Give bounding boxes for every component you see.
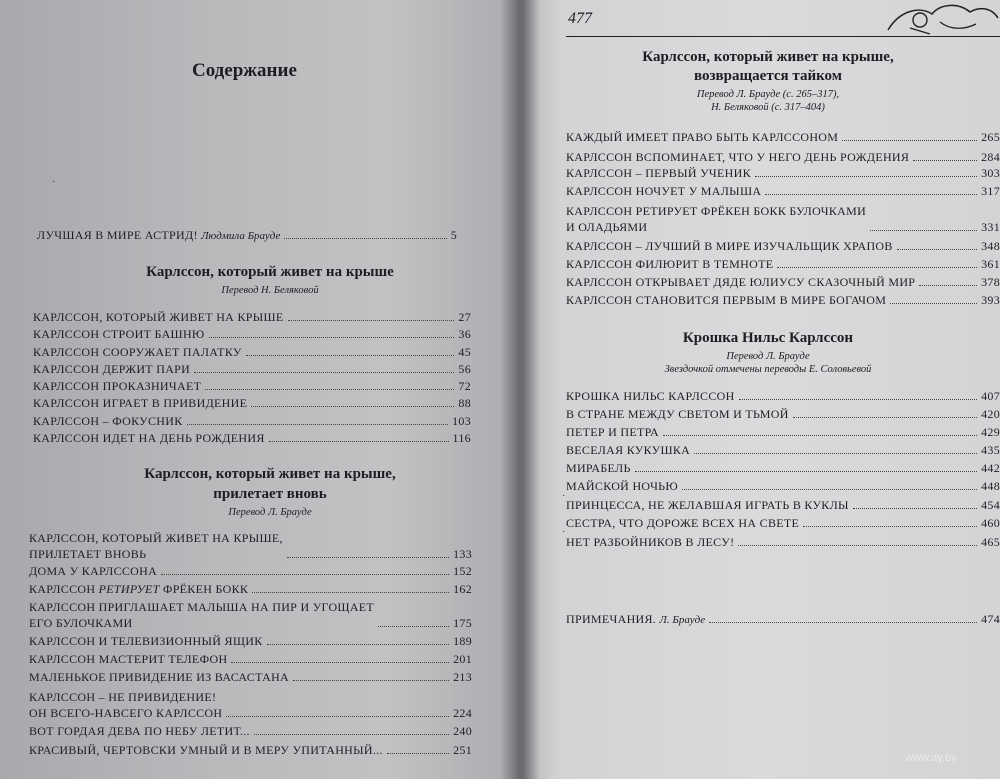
toc-entry[interactable] — [566, 459, 1000, 476]
toc-entry[interactable] — [566, 148, 1000, 165]
entry-title: ВЕСЕЛАЯ КУКУШКА — [566, 443, 691, 457]
header-rule — [566, 36, 1000, 37]
entry-page: 393 — [981, 293, 1000, 307]
entry-title: КАРЛССОН, КОТОРЫЙ ЖИВЕТ НА КРЫШЕ — [33, 310, 284, 324]
section-translator: Перевод Н. Беляковой — [221, 285, 319, 296]
entry-title: КРОШКА НИЛЬС КАРЛССОН — [566, 389, 735, 403]
entry-page: 448 — [981, 479, 1000, 493]
section-translator: Перевод Л. Брауде — [228, 507, 312, 518]
leader-dots — [755, 176, 977, 177]
toc-entry[interactable] — [566, 164, 1000, 181]
toc-entry-notes[interactable] — [566, 610, 1000, 627]
entry-title: КАРЛССОН НОЧУЕТ У МАЛЫША — [566, 184, 762, 198]
leader-dots — [842, 140, 977, 141]
leader-dots — [252, 592, 449, 593]
leader-dots — [284, 238, 446, 239]
entry-page: 27 — [458, 310, 471, 324]
toc-entry[interactable] — [29, 722, 472, 739]
toc-entry[interactable] — [566, 128, 1000, 145]
toc-entry[interactable] — [566, 291, 1000, 308]
entry-page: 189 — [453, 634, 472, 648]
toc-entry[interactable] — [29, 632, 472, 649]
entry-page: 265 — [981, 130, 1000, 144]
leader-dots — [897, 249, 977, 250]
entry-title: КАРЛССОН РЕТИРУЕТ ФРЁКЕН БОКК — [29, 582, 249, 596]
entry-page: 435 — [981, 443, 1000, 457]
leader-dots — [919, 285, 977, 286]
leader-dots — [793, 417, 977, 418]
entry-title: КАРЛССОН СТАНОВИТСЯ ПЕРВЫМ В МИРЕ БОГАЧОМ — [566, 293, 887, 307]
section-note: Звездочкой отмечены переводы Е. Соловьевой — [664, 364, 872, 375]
entry-title: КАРЛССОН ИГРАЕТ В ПРИВИДЕНИЕ — [33, 396, 248, 410]
toc-entry[interactable] — [29, 529, 472, 562]
leader-dots — [251, 406, 454, 407]
entry-title: КАРЛССОН СООРУЖАЕТ ПАЛАТКУ — [33, 345, 242, 359]
leader-dots — [267, 644, 450, 645]
leader-dots — [187, 424, 449, 425]
leader-dots — [870, 230, 977, 231]
entry-page: 303 — [981, 166, 1000, 180]
entry-title: КАРЛССОН РЕТИРУЕТ ФРЁКЕН БОКК БУЛОЧКАМИ — [566, 204, 867, 218]
leader-dots — [765, 194, 977, 195]
leader-dots — [288, 320, 455, 321]
section-translator: Перевод Л. Брауде — [726, 351, 810, 362]
leader-dots — [378, 626, 449, 627]
entry-title: ПЕТЕР И ПЕТРА — [566, 425, 660, 439]
entry-page: 162 — [453, 582, 472, 596]
book-gutter — [500, 0, 540, 779]
leader-dots — [209, 337, 455, 338]
entry-page: 201 — [453, 652, 472, 666]
toc-entry[interactable] — [29, 741, 472, 758]
leader-dots — [709, 622, 977, 623]
entry-title: ЕГО БУЛОЧКАМИ — [29, 616, 133, 630]
entry-title: КАРЛССОН ДЕРЖИТ ПАРИ — [33, 362, 191, 376]
entry-page: 361 — [981, 257, 1000, 271]
entry-page: 284 — [981, 150, 1000, 164]
entry-title: ПРИМЕЧАНИЯ. Л. Брауде — [566, 612, 706, 626]
header-illustration — [880, 0, 1000, 36]
entry-title: КАРЛССОН СТРОИТ БАШНЮ — [33, 327, 205, 341]
toc-entry[interactable] — [566, 496, 1000, 513]
entry-title: В СТРАНЕ МЕЖДУ СВЕТОМ И ТЬМОЙ — [566, 407, 789, 421]
entry-title: КАРЛССОН ФИЛЮРИТ В ТЕМНОТЕ — [566, 257, 774, 271]
entry-page: 407 — [981, 389, 1000, 403]
entry-page: 5 — [450, 228, 457, 242]
entry-title: КАЖДЫЙ ИМЕЕТ ПРАВО БЫТЬ КАРЛССОНОМ — [566, 130, 839, 144]
toc-entry[interactable] — [29, 562, 472, 579]
toc-entry[interactable] — [33, 394, 471, 411]
toc-entry[interactable] — [566, 514, 1000, 531]
toc-entry[interactable] — [566, 255, 1000, 272]
entry-title: КАРЛССОН И ТЕЛЕВИЗИОННЫЙ ЯЩИК — [29, 634, 263, 648]
toc-entry[interactable] — [33, 343, 471, 360]
asterisk-mark: ˙ — [562, 494, 566, 505]
entry-title: ПРИНЦЕССА, НЕ ЖЕЛАВШАЯ ИГРАТЬ В КУКЛЫ — [566, 498, 849, 512]
watermark: www.ay.by — [905, 752, 957, 764]
section-title-line2: прилетает вновь — [213, 486, 327, 502]
entry-title — [29, 530, 283, 562]
leader-dots — [803, 526, 977, 527]
entry-title: КАРЛССОН ПРОКАЗНИЧАЕТ — [33, 379, 202, 393]
entry-title: КАРЛССОН ПРИГЛАШАЕТ МАЛЫША НА ПИР И УГОЩАЕТ — [29, 600, 375, 614]
toc-entry-intro[interactable] — [37, 226, 457, 243]
leader-dots — [293, 680, 449, 681]
toc-entry[interactable] — [33, 325, 471, 342]
entry-page: 429 — [981, 425, 1000, 439]
toc-entry[interactable] — [566, 405, 1000, 422]
asterisk-mark: ˙ — [562, 530, 566, 541]
leader-dots — [853, 508, 977, 509]
entry-page: 348 — [981, 239, 1000, 253]
leader-dots — [890, 303, 977, 304]
entry-page: 442 — [981, 461, 1000, 475]
section-title-line1: Карлссон, который живет на крыше, — [144, 466, 396, 482]
leader-dots — [246, 355, 455, 356]
entry-title: МИРАБЕЛЬ — [566, 461, 631, 475]
entry-author: Людмила Брауде — [201, 230, 281, 242]
entry-page: 152 — [453, 564, 472, 578]
entry-title: КАРЛССОН МАСТЕРИТ ТЕЛЕФОН — [29, 652, 228, 666]
toc-entry[interactable] — [33, 412, 471, 429]
toc-entry[interactable] — [566, 237, 1000, 254]
toc-entry[interactable] — [29, 580, 472, 597]
toc-entry[interactable] — [566, 387, 1000, 404]
leader-dots — [226, 716, 449, 717]
entry-title: ДОМА У КАРЛССОНА — [29, 564, 158, 578]
entry-page: 224 — [453, 706, 472, 720]
entry-title: МАЙСКОЙ НОЧЬЮ — [566, 479, 678, 493]
leader-dots — [694, 453, 977, 454]
section-title-line1: Карлссон, который живет на крыше, — [642, 49, 894, 65]
entry-title: НЕТ РАЗБОЙНИКОВ В ЛЕСУ! — [566, 535, 735, 549]
toc-entry[interactable] — [566, 441, 1000, 458]
toc-entry[interactable] — [29, 650, 472, 667]
leader-dots — [387, 753, 449, 754]
entry-title: КАРЛССОН, КОТОРЫЙ ЖИВЕТ НА КРЫШЕ, — [29, 531, 283, 545]
entry-title: МАЛЕНЬКОЕ ПРИВИДЕНИЕ ИЗ ВАСАСТАНА — [29, 670, 290, 684]
leader-dots — [738, 545, 977, 546]
toc-entry[interactable] — [566, 182, 1000, 199]
entry-page: 116 — [452, 431, 471, 445]
leader-dots — [739, 399, 978, 400]
leader-dots — [913, 160, 977, 161]
entry-title: КАРЛССОН – ПЕРВЫЙ УЧЕНИК — [566, 166, 751, 180]
entry-page: 454 — [981, 498, 1000, 512]
entry-page: 474 — [981, 612, 1000, 626]
toc-entry[interactable] — [566, 201, 1000, 235]
entry-title: КАРЛССОН ИДЕТ НА ДЕНЬ РОЖДЕНИЯ — [33, 431, 265, 445]
entry-page: 72 — [458, 379, 471, 393]
entry-title — [566, 203, 866, 235]
entry-title: КАРЛССОН ОТКРЫВАЕТ ДЯДЕ ЮЛИУСУ СКАЗОЧНЫЙ МИР — [566, 275, 916, 289]
leader-dots — [194, 372, 454, 373]
entry-title: КАРЛССОН – ФОКУСНИК — [33, 414, 183, 428]
toc-entry[interactable] — [29, 688, 472, 721]
entry-page: 251 — [453, 743, 472, 757]
leader-dots — [254, 734, 449, 735]
entry-page: 460 — [981, 516, 1000, 530]
entry-title: ОН ВСЕГО-НАВСЕГО КАРЛССОН — [29, 706, 223, 720]
toc-entry[interactable] — [33, 360, 471, 377]
entry-page: 378 — [981, 275, 1000, 289]
section-title-line2: возвращается тайком — [694, 68, 842, 84]
leader-dots — [231, 662, 449, 663]
entry-page: 331 — [981, 220, 1000, 234]
toc-entry[interactable] — [33, 377, 471, 394]
toc-entry[interactable] — [29, 668, 472, 685]
entry-title — [29, 689, 222, 721]
section-title: Крошка Нильс Карлссон — [682, 330, 854, 346]
section-title: Карлссон, который живет на крыше — [146, 264, 394, 280]
leader-dots — [663, 435, 977, 436]
entry-page: 175 — [453, 616, 472, 630]
toc-entry[interactable] — [29, 598, 472, 631]
entry-title — [29, 599, 374, 631]
entry-title: КАРЛССОН – ЛУЧШИЙ В МИРЕ ИЗУЧАЛЬЩИК ХРАПОВ — [566, 239, 893, 253]
toc-entry[interactable] — [33, 308, 471, 325]
entry-title: КАРЛССОН – НЕ ПРИВИДЕНИЕ! — [29, 690, 217, 704]
leader-dots — [287, 557, 449, 558]
entry-page: 56 — [458, 362, 471, 376]
entry-title: ЛУЧШАЯ В МИРЕ АСТРИД! — [37, 228, 198, 242]
entry-page: 213 — [453, 670, 472, 684]
entry-page: 133 — [453, 547, 472, 561]
leader-dots — [269, 441, 449, 442]
entry-title: ВОТ ГОРДАЯ ДЕВА ПО НЕБУ ЛЕТИТ... — [29, 724, 250, 738]
section-translator: Н. Беляковой (с. 317–404) — [711, 102, 825, 113]
entry-page: 88 — [458, 396, 471, 410]
entry-title: ПРИЛЕТАЕТ ВНОВЬ — [29, 547, 147, 561]
entry-title: КАРЛССОН ВСПОМИНАЕТ, ЧТО У НЕГО ДЕНЬ РОЖДЕНИЯ — [566, 150, 910, 164]
entry-title: РЕТИРУЕТ — [98, 582, 160, 596]
entry-page: 103 — [452, 414, 471, 428]
entry-title: КРАСИВЫЙ, ЧЕРТОВСКИ УМНЫЙ И В МЕРУ УПИТАННЫЙ... — [29, 743, 383, 757]
toc-entry[interactable] — [566, 423, 1000, 440]
toc-entry[interactable] — [566, 273, 1000, 290]
entry-page: 45 — [458, 345, 471, 359]
entry-page: 465 — [981, 535, 1000, 549]
toc-entry[interactable] — [566, 533, 1000, 550]
leader-dots — [777, 267, 977, 268]
entry-page: 240 — [453, 724, 472, 738]
entry-page: 36 — [458, 327, 471, 341]
print-speck: ˙ — [52, 180, 56, 191]
entry-page: 317 — [981, 184, 1000, 198]
leader-dots — [635, 471, 977, 472]
page-number: 477 — [568, 10, 592, 27]
leader-dots — [161, 574, 449, 575]
leader-dots — [205, 389, 454, 390]
toc-entry[interactable] — [33, 429, 471, 446]
toc-title: Содержание — [192, 60, 297, 81]
section-translator: Перевод Л. Брауде (с. 265–317), — [696, 89, 840, 100]
entry-page: 420 — [981, 407, 1000, 421]
entry-title: СЕСТРА, ЧТО ДОРОЖЕ ВСЕХ НА СВЕТЕ — [566, 516, 800, 530]
toc-entry[interactable] — [566, 477, 1000, 494]
entry-title — [37, 228, 280, 243]
leader-dots — [682, 489, 977, 490]
entry-title: И ОЛАДЬЯМИ — [566, 220, 648, 234]
